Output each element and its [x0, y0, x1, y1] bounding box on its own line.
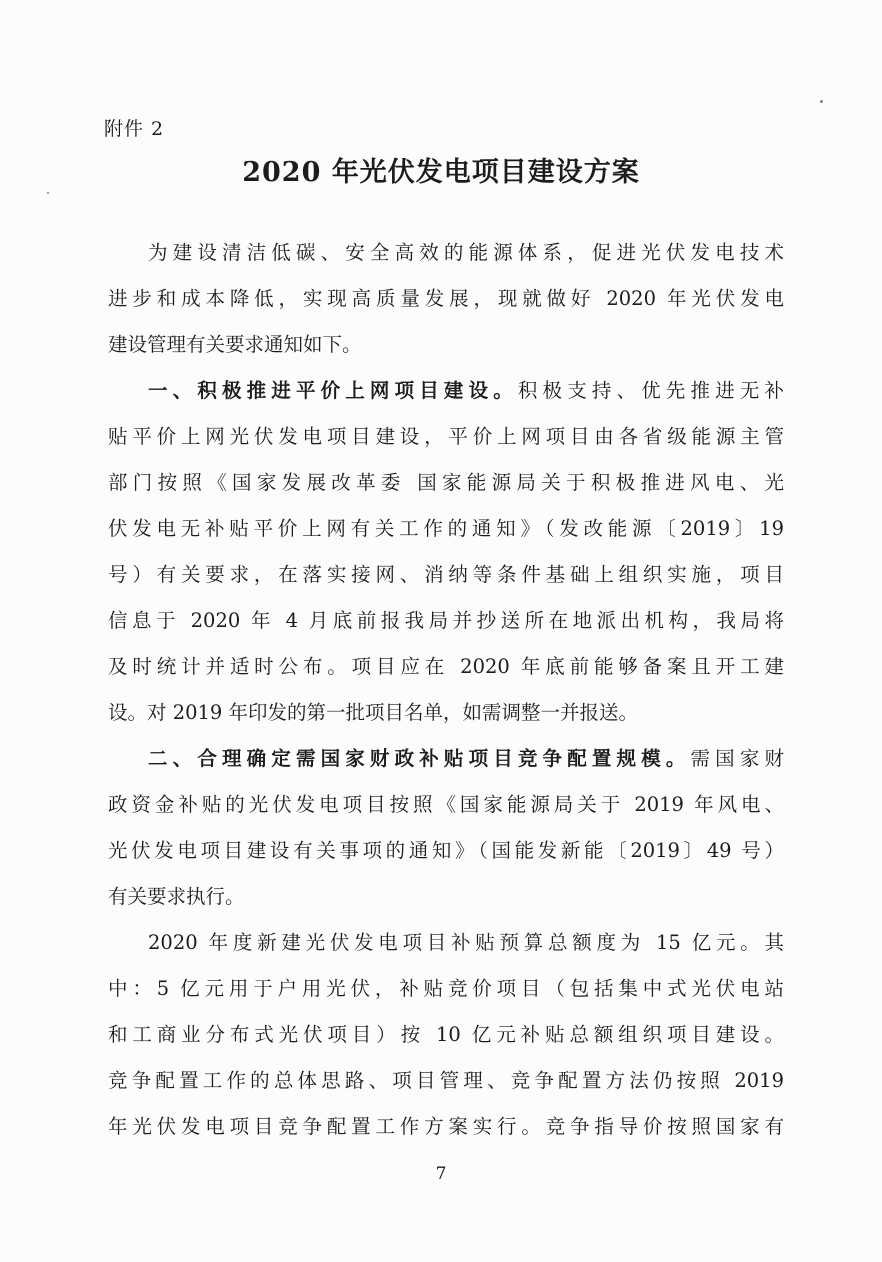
page-number: 7	[435, 1164, 447, 1184]
attachment-label: 附件 2	[104, 118, 165, 140]
paragraph3-line: 中：5 亿元用于户用光伏，补贴竞价项目（包括集中式光伏电站	[108, 977, 784, 1000]
paragraph3-line: 年光伏发电项目竞争配置工作方案实行。竞争指导价按照国家有	[108, 1115, 784, 1138]
section2-line: 政资金补贴的光伏发电项目按照《国家能源局关于 2019 年风电、	[108, 793, 784, 816]
paragraph3-line: 竞争配置工作的总体思路、项目管理、竞争配置方法仍按照 2019	[108, 1069, 784, 1092]
document-title: 2020 年光伏发电项目建设方案	[242, 157, 640, 188]
section2-heading: 二、合理确定需国家财政补贴项目竞争配置规模。	[148, 747, 691, 770]
section1-line: 贴平价上网光伏发电项目建设，平价上网项目由各省级能源主管	[108, 425, 784, 448]
scan-speck	[820, 100, 823, 103]
section1-heading: 一、积极推进平价上网项目建设。	[148, 379, 518, 402]
scan-speck	[47, 192, 49, 194]
section1-line: 及时统计并适时公布。项目应在 2020 年底前能够备案且开工建	[108, 655, 784, 678]
section1-line: 部门按照《国家发展改革委 国家能源局关于积极推进风电、光	[108, 471, 784, 494]
paragraph3-line: 和工商业分布式光伏项目）按 10 亿元补贴总额组织项目建设。	[108, 1023, 784, 1046]
section1-line: 信息于 2020 年 4 月底前报我局并抄送所在地派出机构，我局将	[108, 609, 784, 632]
intro-line: 进步和成本降低，实现高质量发展，现就做好 2020 年光伏发电	[108, 287, 784, 310]
section1-line: 设。对 2019 年印发的第一批项目名单，如需调整一并报送。	[108, 701, 639, 724]
section1-line: 号）有关要求，在落实接网、消纳等条件基础上组织实施，项目	[108, 563, 784, 586]
section2-first-line-rest: 需国家财	[690, 747, 784, 770]
section1-first-line	[148, 376, 784, 406]
section2-line: 光伏发电项目建设有关事项的通知》（国能发新能〔2019〕49 号）	[108, 839, 784, 862]
section1-line: 伏发电无补贴平价上网有关工作的通知》（发改能源〔2019〕19	[108, 517, 784, 540]
paragraph3-first-line: 2020 年度新建光伏发电项目补贴预算总额度为 15 亿元。其	[148, 931, 784, 954]
section1-first-line-rest: 积极支持、优先推进无补	[517, 379, 784, 402]
intro-line: 为建设清洁低碳、安全高效的能源体系，促进光伏发电技术	[148, 241, 784, 264]
section2-first-line	[148, 744, 784, 774]
section2-line: 有关要求执行。	[108, 885, 245, 908]
intro-line: 建设管理有关要求通知如下。	[108, 333, 362, 356]
